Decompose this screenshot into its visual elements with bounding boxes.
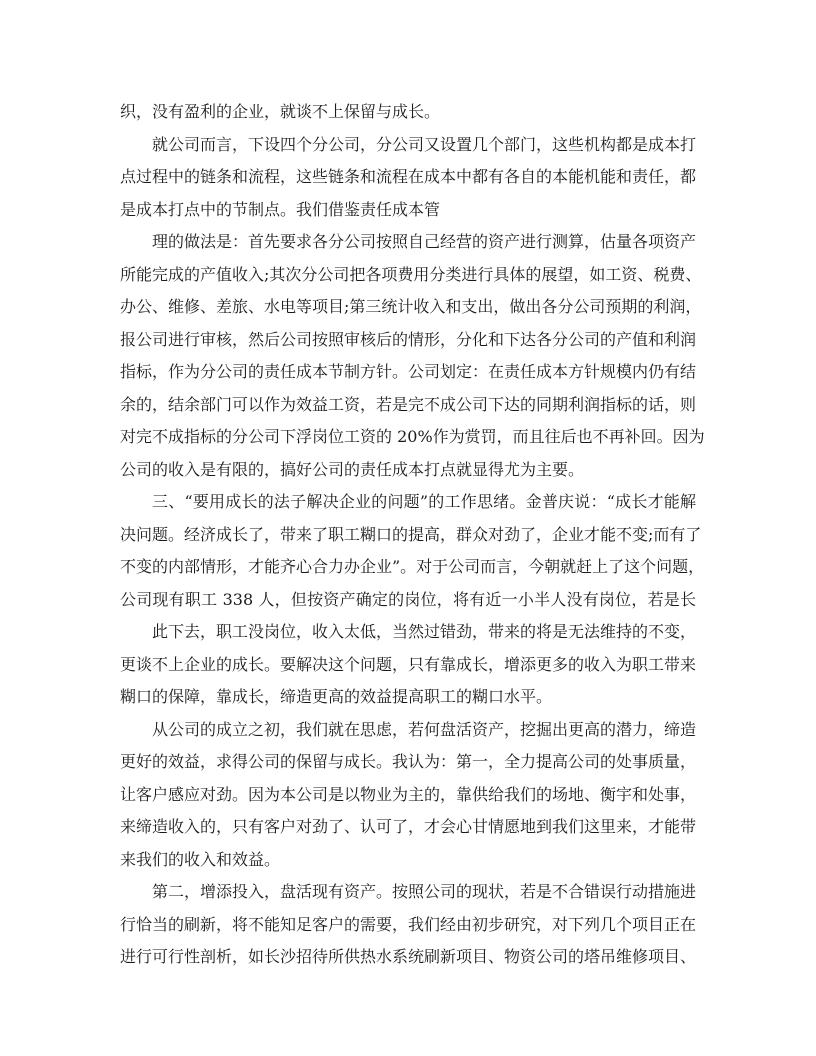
text-line: 进行可行性剖析，如长沙招待所供热水系统刷新项目、物资公司的塔吊维修项目、 bbox=[120, 947, 697, 966]
text-line: 不变的内部情形，才能齐心合力办企业”。对于公司而言，今朝就赶上了这个问题， bbox=[120, 557, 705, 576]
text-line: 让客户感应对劲。因为本公司是以物业为主的，靠供给我们的场地、衡宇和处事， bbox=[120, 784, 697, 804]
text-line: 决问题。经济成长了，带来了职工糊口的提高，群众对劲了，企业才能不变;而有了 bbox=[120, 524, 702, 544]
text-line: 从公司的成立之初，我们就在思虑，若何盘活资产，挖掘出更高的潜力，缔造 bbox=[152, 719, 697, 739]
text-line: 织，没有盈利的企业，就谈不上保留与成长。 bbox=[120, 102, 441, 121]
text-line: 办公、维修、差旅、水电等项目;第三统计收入和支出，做出各分公司预期的利润， bbox=[120, 297, 702, 316]
text-line: 来缔造收入的，只有客户对劲了、认可了，才会心甘情愿地到我们这里来，才能带 bbox=[120, 817, 697, 836]
text-line: 行恰当的刷新，将不能知足客户的需要，我们经由初步研究，对下列几个项目正在 bbox=[120, 914, 697, 934]
text-line: 点过程中的链条和流程，这些链条和流程在成本中都有各自的本能机能和责任，都 bbox=[120, 167, 697, 186]
text-line: 对完不成指标的分公司下浮岗位工资的 20%作为赏罚，而且往后也不再补回。因为 bbox=[120, 427, 705, 446]
text-line: 此下去，职工没岗位，收入太低，当然过错劲，带来的将是无法维持的不变， bbox=[152, 622, 697, 641]
text-line: 第二，增添投入，盘活现有资产。按照公司的现状，若是不合错误行动措施进 bbox=[152, 882, 697, 901]
text-line: 更谈不上企业的成长。要解决这个问题，只有靠成长，增添更多的收入为职工带来 bbox=[120, 654, 697, 674]
text-line: 公司现有职工 338 人，但按资产确定的岗位，将有近一小半人没有岗位，若是长 bbox=[120, 589, 696, 609]
text-line: 是成本打点中的节制点。我们借鉴责任成本管 bbox=[120, 199, 441, 219]
text-line: 余的，结余部门可以作为效益工资，若是完不成公司下达的同期利润指标的话，则 bbox=[120, 394, 697, 414]
text-line: 来我们的收入和效益。 bbox=[120, 849, 281, 869]
body-text bbox=[120, 96, 705, 974]
text-line: 报公司进行审核，然后公司按照审核后的情形，分化和下达各分公司的产值和利润 bbox=[120, 329, 697, 349]
text-line: 就公司而言，下设四个分公司，分公司又设置几个部门，这些机构都是成本打 bbox=[152, 134, 697, 154]
text-line: 理的做法是：首先要求各分公司按照自己经营的资产进行测算，估量各项资产 bbox=[152, 232, 697, 251]
text-line: 更好的效益，求得公司的保留与成长。我认为：第一，全力提高公司的处事质量， bbox=[120, 752, 697, 771]
text-line: 公司的收入是有限的，搞好公司的责任成本打点就显得尤为主要。 bbox=[120, 459, 585, 479]
text-line: 糊口的保障，靠成长，缔造更高的效益提高职工的糊口水平。 bbox=[120, 687, 553, 706]
text-line: 三、“要用成长的法子解决企业的问题”的工作思绪。金普庆说：“成长才能解 bbox=[152, 492, 696, 511]
text-line: 所能完成的产值收入;其次分公司把各项费用分类进行具体的展望，如工资、税费、 bbox=[120, 264, 702, 284]
text-line: 指标，作为分公司的责任成本节制方针。公司划定：在责任成本方针规模内仍有结 bbox=[120, 362, 697, 381]
